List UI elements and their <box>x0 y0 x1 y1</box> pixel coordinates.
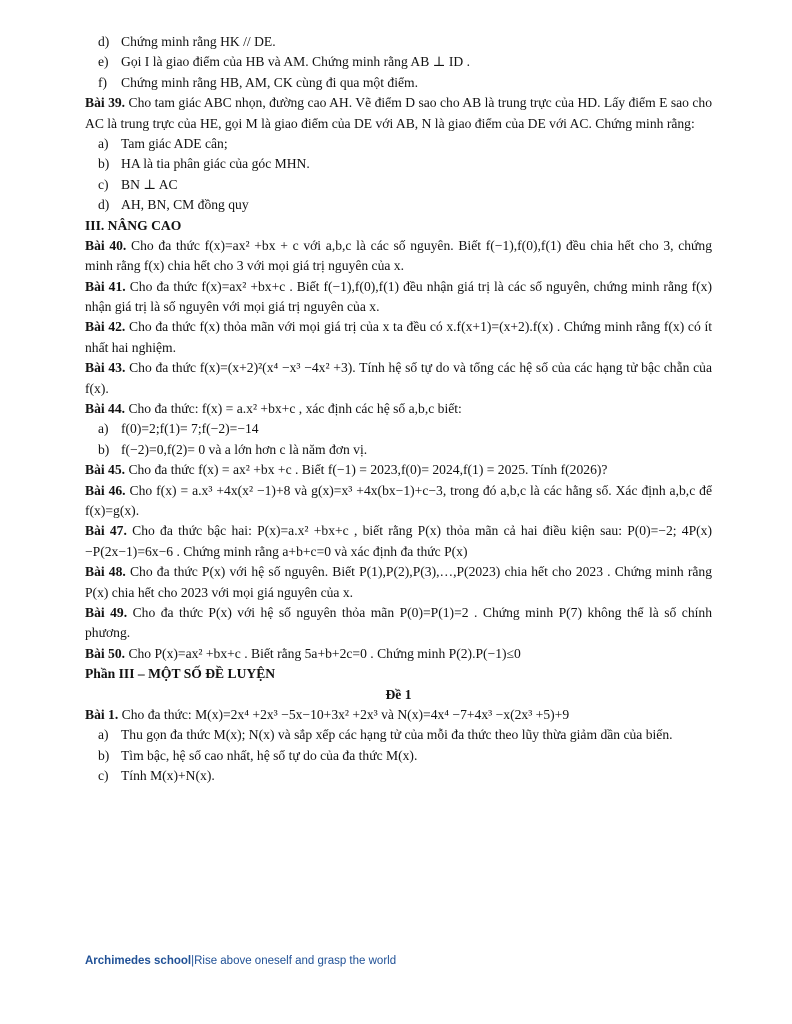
exercise-label: Bài 43. <box>85 360 126 376</box>
item-text: Thu gọn đa thức M(x); N(x) và sắp xếp các hạng tử của mỗi đa thức theo lũy thừa giảm dần của biến. <box>121 727 673 743</box>
exercise-label: Bài 42. <box>85 319 126 335</box>
exercise-paragraph <box>85 236 712 277</box>
exercise-paragraph <box>85 481 712 522</box>
exercise-label: Bài 48. <box>85 564 126 580</box>
exercise-label: Bài 1. <box>85 706 119 722</box>
list-item <box>85 52 712 72</box>
item-text: Tính M(x)+N(x). <box>121 768 215 784</box>
footer-tagline: |Rise above oneself and grasp the world <box>191 954 397 967</box>
exercise-paragraph <box>85 93 712 134</box>
exercise-text: Cho tam giác ABC nhọn, đường cao AH. Vẽ điểm D sao cho AB là trung trực của HD. Lấy điểm E sao cho AC là trung trực của HE, gọi M là giao điểm của DE với AB, N là giao điểm của DE với AC. Chứng minh rằng: <box>85 95 713 131</box>
item-text: f(0)=2;f(1)= 7;f(−2)=−14 <box>121 421 259 437</box>
exercise-paragraph <box>85 644 712 664</box>
exercise-label: Bài 44. <box>85 401 126 417</box>
list-item <box>85 32 712 52</box>
item-text: HA là tia phân giác của góc MHN. <box>121 156 310 172</box>
list-item <box>85 73 712 93</box>
exercise-text: Cho đa thức f(x) thỏa mãn với mọi giá trị của x ta đều có x.f(x+1)=(x+2).f(x) . Chứng minh rằng f(x) có ít nhất hai nghiệm. <box>85 319 712 355</box>
list-item <box>85 134 712 154</box>
item-letter: a) <box>98 135 109 151</box>
exercise-paragraph <box>85 358 712 399</box>
exercise-text: Cho đa thức: f(x) = a.x² +bx+c , xác định các hệ số a,b,c biết: <box>128 401 462 417</box>
exercise-text: Cho đa thức: M(x)=2x⁴ +2x³ −5x−10+3x² +2x³ và N(x)=4x⁴ −7+4x³ −x(2x³ +5)+9 <box>121 706 570 722</box>
item-text: Tam giác ADE cân; <box>121 135 228 151</box>
exercise-label: Bài 50. <box>85 645 126 661</box>
item-letter: d) <box>98 197 110 213</box>
item-text: AH, BN, CM đồng quy <box>121 197 249 213</box>
item-letter: b) <box>98 156 110 172</box>
exercise-paragraph <box>85 317 712 358</box>
item-text: Chứng minh rằng HB, AM, CK cùng đi qua một điểm. <box>121 74 418 90</box>
exercise-label: Bài 45. <box>85 462 126 478</box>
list-item <box>85 746 712 766</box>
exercise-label: Bài 46. <box>85 482 126 498</box>
footer-brand: Archimedes school <box>85 954 192 967</box>
page-footer <box>85 953 396 970</box>
exercise-text: Cho đa thức P(x) với hệ số nguyên. Biết P(1),P(2),P(3),…,P(2023) chia hết cho 2023 . Chứng minh rằng P(x) chia hết cho 2023 với mọi giá nguyên của x. <box>85 564 712 600</box>
exercise-label: Bài 39. <box>85 95 126 111</box>
exercise-paragraph <box>85 460 712 480</box>
exercise-text: Cho đa thức f(x) = ax² +bx +c . Biết f(−1) = 2023,f(0)= 2024,f(1) = 2025. Tính f(2026)? <box>128 462 608 478</box>
section-heading: Phần III – MỘT SỐ ĐỀ LUYỆN <box>85 666 276 682</box>
exercise-text: Cho đa thức P(x) với hệ số nguyên thỏa mãn P(0)=P(1)=2 . Chứng minh P(7) không thể là số chính phương. <box>85 604 712 641</box>
list-item <box>85 440 712 460</box>
exercise-paragraph <box>85 562 712 603</box>
list-item <box>85 766 712 786</box>
list-item <box>85 154 712 174</box>
exercise-paragraph <box>85 277 712 318</box>
list-item <box>85 725 712 745</box>
exercise-label: Bài 47. <box>85 523 127 539</box>
exercise-label: Bài 49. <box>85 604 128 620</box>
item-letter: f) <box>98 74 108 90</box>
list-item <box>85 175 712 195</box>
item-text: BN ⊥ AC <box>121 176 178 192</box>
document-content <box>85 32 712 786</box>
item-letter: d) <box>98 34 110 49</box>
exercise-text: Cho đa thức f(x)=ax² +bx+c . Biết f(−1),f(0),f(1) đều nhận giá trị là các số nguyên, chứng minh rằng f(x) nhận giá trị là số nguyên với mọi giá trị nguyên của x. <box>85 278 713 315</box>
item-letter: c) <box>98 176 109 192</box>
exercise-paragraph <box>85 399 712 419</box>
exercise-text: Cho P(x)=ax² +bx+c . Biết rằng 5a+b+2c=0 . Chứng minh P(2).P(−1)≤0 <box>128 645 521 661</box>
exercise-paragraph <box>85 603 712 644</box>
item-letter: a) <box>98 421 109 437</box>
item-text: Tìm bậc, hệ số cao nhất, hệ số tự do của đa thức M(x). <box>121 747 418 763</box>
item-letter: b) <box>98 747 110 763</box>
exercise-label: Bài 41. <box>85 278 126 294</box>
list-item <box>85 419 712 439</box>
item-text: Gọi I là giao điểm của HB và AM. Chứng minh rằng AB ⊥ ID . <box>121 54 471 70</box>
exercise-paragraph <box>85 521 712 562</box>
section-heading: III. NÂNG CAO <box>85 217 182 233</box>
item-letter: c) <box>98 768 109 784</box>
exercise-text: Cho đa thức f(x)=(x+2)²(x⁴ −x³ −4x² +3). Tính hệ số tự do và tổng các hệ số của các hạng tử bậc chẵn của f(x). <box>85 360 712 396</box>
item-text: Chứng minh rằng HK // DE. <box>121 34 276 49</box>
item-letter: a) <box>98 727 109 743</box>
exercise-text: Cho đa thức f(x)=ax² +bx + c với a,b,c là các số nguyên. Biết f(−1),f(0),f(1) đều chia hết cho 3, chứng minh rằng f(x) chia hết cho 3 với mọi giá trị nguyên của x. <box>85 237 713 274</box>
exercise-label: Bài 40. <box>85 237 127 253</box>
exercise-paragraph <box>85 705 712 725</box>
item-letter: e) <box>98 54 109 70</box>
item-text: f(−2)=0,f(2)= 0 và a lớn hơn c là năm đơn vị. <box>121 441 368 457</box>
exercise-text: Cho đa thức bậc hai: P(x)=a.x² +bx+c , biết rằng P(x) thỏa mãn cả hai điều kiện sau: P(0)=−2; 4P(x)−P(2x−1)=6x−6 . Chứng minh rằng a+b+c=0 và xác định đa thức P(x) <box>85 523 712 559</box>
exercise-text: Cho f(x) = a.x³ +4x(x² −1)+8 và g(x)=x³ +4x(bx−1)+c−3, trong đó a,b,c là các hằng số. Xác định a,b,c để f(x)=g(x). <box>85 482 713 518</box>
list-item <box>85 195 712 215</box>
item-letter: b) <box>98 441 110 457</box>
centered-heading: Đề 1 <box>385 686 412 702</box>
